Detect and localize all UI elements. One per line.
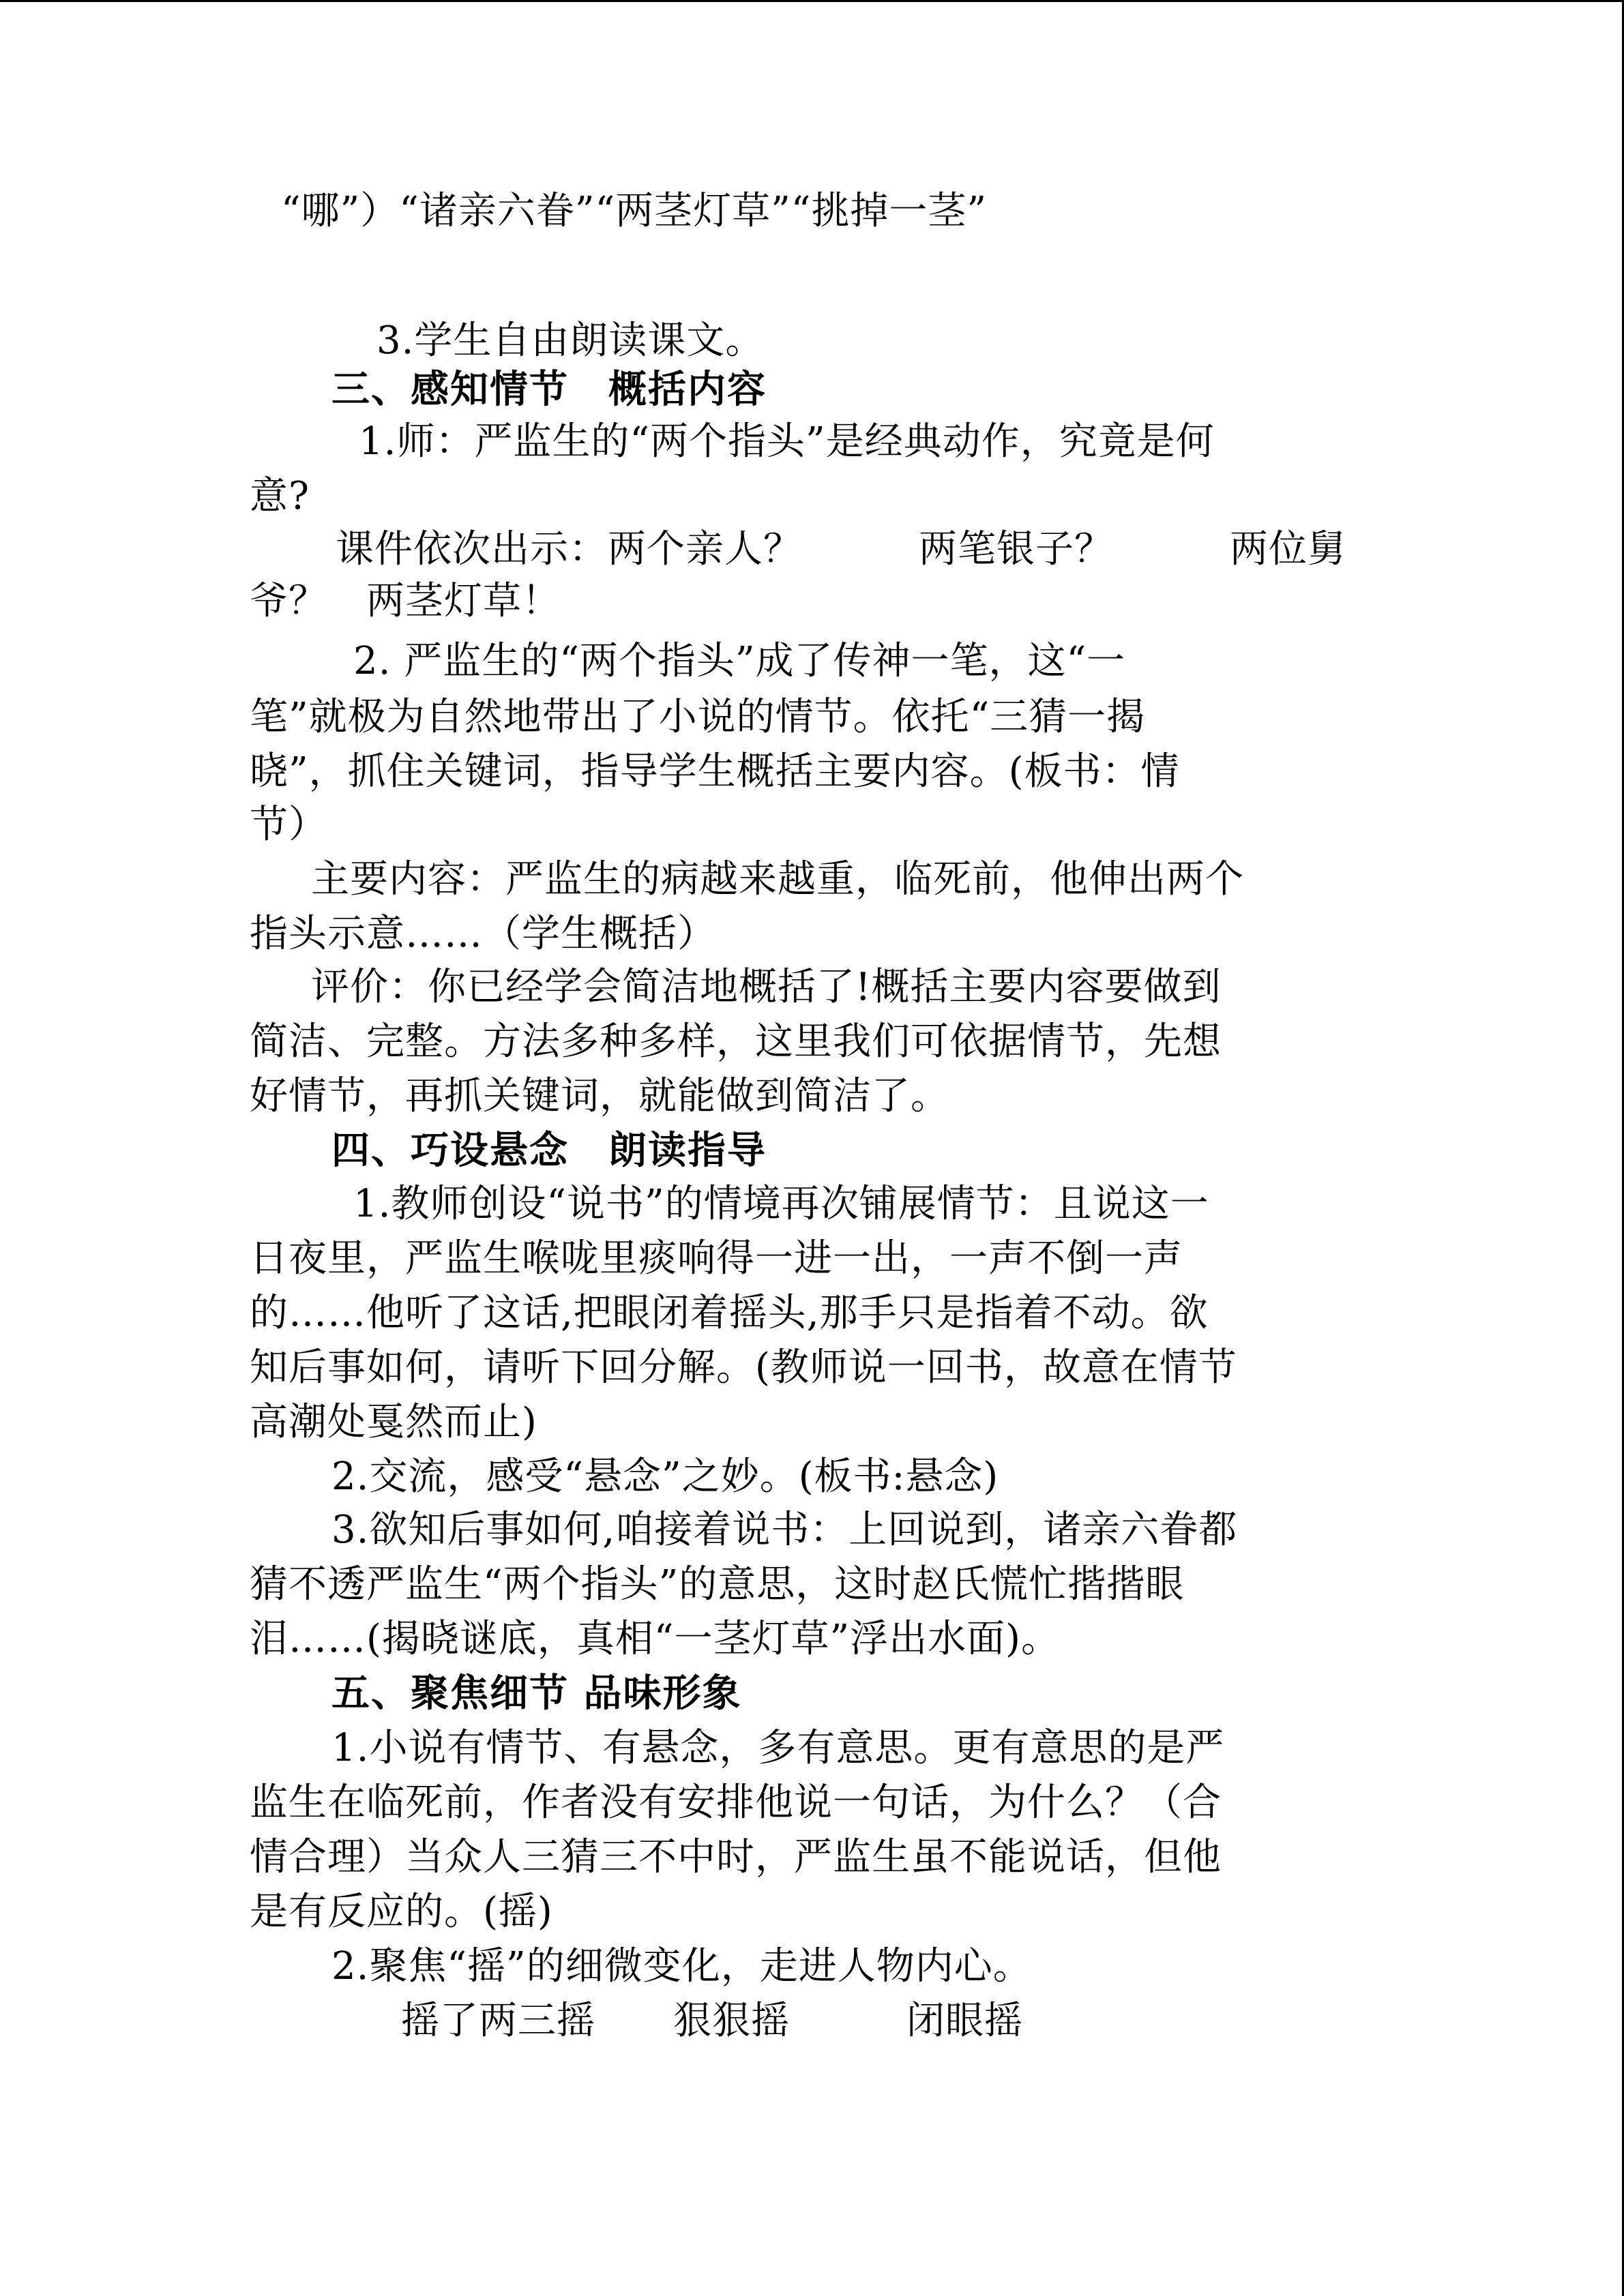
text-line-6: 课件依次出示：两个亲人？ 两笔银子？ 两位舅 <box>336 527 1346 571</box>
text-line-7: 爷？ 两茎灯草！ <box>250 579 561 623</box>
text-line-22: 高潮处戛然而止) <box>250 1400 537 1444</box>
text-line-31: 是有反应的。(摇) <box>250 1890 553 1934</box>
text-line-12: 主要内容：严监生的病越来越重，临死前，他伸出两个 <box>311 857 1244 901</box>
text-line-9: 笔”就极为自然地带出了小说的情节。依托“三猜一揭 <box>250 695 1146 739</box>
section-heading-5: 五、聚焦细节 品味形象 <box>331 1671 742 1716</box>
text-line-13: 指头示意……（学生概括） <box>250 912 716 956</box>
text-line-24: 3.欲知后事如何,咱接着说书：上回说到，诸亲六眷都 <box>331 1508 1238 1552</box>
text-line-33: 摇了两三摇 狠狠摇 闭眼摇 <box>401 1999 1023 2043</box>
text-line-16: 好情节，再抓关键词，就能做到简洁了。 <box>250 1074 949 1118</box>
text-line-20: 的……他听了这话,把眼闭着摇头,那手只是指着不动。欲 <box>250 1291 1209 1335</box>
text-line-14: 评价：你已经学会简洁地概括了!概括主要内容要做到 <box>311 965 1222 1009</box>
text-line-18: 1.教师创设“说书”的情境再次铺展情节：且说这一 <box>353 1182 1209 1226</box>
section-heading-4: 四、巧设悬念 朗读指导 <box>331 1129 767 1173</box>
section-heading-3: 三、感知情节 概括内容 <box>331 368 767 412</box>
text-line-26: 泪……(揭晓谜底，真相“一茎灯草”浮出水面)。 <box>250 1617 1060 1661</box>
text-line-23: 2.交流，感受“悬念”之妙。(板书:悬念) <box>331 1455 999 1499</box>
text-line-2: 3.学生自由朗读课文。 <box>377 318 765 363</box>
text-line-29: 监生在临死前，作者没有安排他说一句话，为什么？（合 <box>250 1780 1222 1825</box>
text-line-8: 2. 严监生的“两个指头”成了传神一笔，这“一 <box>353 639 1126 683</box>
text-line-1: “哪”）“诸亲六眷”“两茎灯草”“挑掉一茎” <box>281 189 988 233</box>
text-line-30: 情合理）当众人三猜三不中时，严监生虽不能说话，但他 <box>250 1835 1222 1879</box>
text-line-21: 知后事如何，请听下回分解。(教师说一回书，故意在情节 <box>250 1345 1237 1390</box>
text-line-4: 1.师：严监生的“两个指头”是经典动作，究竟是何 <box>359 419 1215 464</box>
text-line-5: 意? <box>250 474 310 518</box>
text-line-19: 日夜里，严监生喉咙里痰响得一进一出，一声不倒一声 <box>250 1236 1183 1281</box>
text-line-32: 2.聚焦“摇”的细微变化，走进人物内心。 <box>331 1944 1032 1988</box>
text-line-11: 节） <box>250 803 327 847</box>
text-line-15: 简洁、完整。方法多种多样，这里我们可依据情节，先想 <box>250 1019 1222 1064</box>
text-line-10: 晓”，抓住关键词，指导学生概括主要内容。(板书：情 <box>250 749 1180 794</box>
text-line-25: 猜不透严监生“两个指头”的意思，这时赵氏慌忙揩揩眼 <box>250 1562 1185 1607</box>
text-line-28: 1.小说有情节、有悬念，多有意思。更有意思的是严 <box>331 1726 1225 1770</box>
